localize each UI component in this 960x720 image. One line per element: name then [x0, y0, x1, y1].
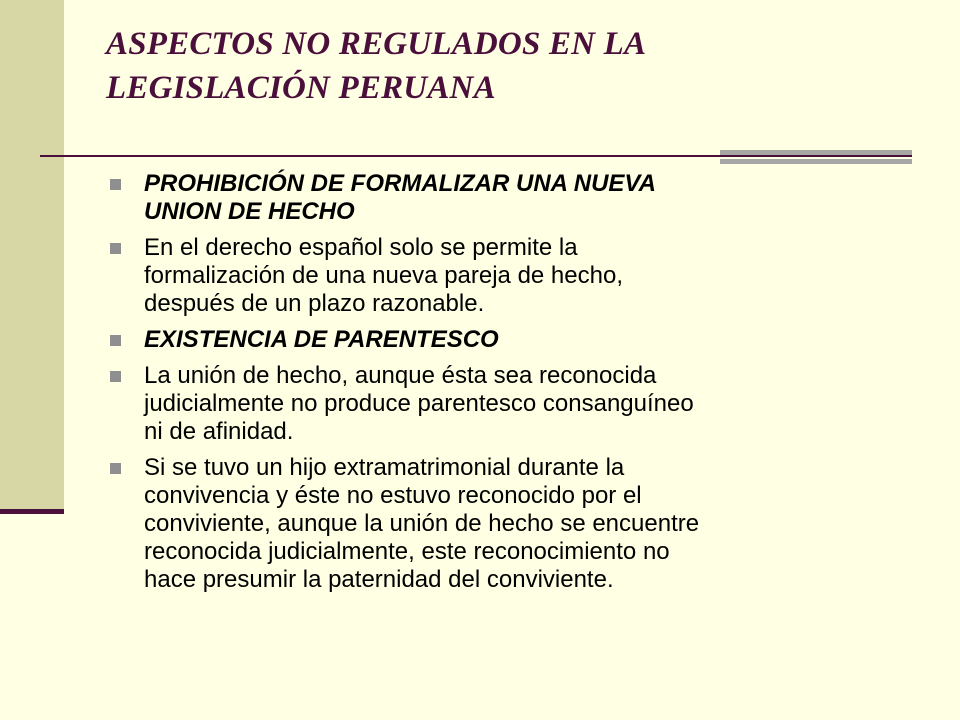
- bullet-text-line: La unión de hecho, aunque ésta sea reconocida: [144, 362, 657, 389]
- bullet-text-line: Si se tuvo un hijo extramatrimonial durante la: [144, 454, 625, 481]
- square-bullet-icon: [110, 335, 121, 346]
- bullet-text-line: EXISTENCIA DE PARENTESCO: [144, 326, 499, 353]
- bullet-text-line: judicialmente no produce parentesco consanguíneo: [144, 390, 694, 417]
- bullet-text-line: conviviente, aunque la unión de hecho se encuentre: [144, 510, 700, 537]
- slide-title: [106, 22, 926, 110]
- bullet-item-heading-prohibicion: [110, 170, 910, 226]
- title-line-2: LEGISLACIÓN PERUANA: [106, 70, 496, 106]
- side-accent-bar: [0, 0, 64, 510]
- bullet-item-heading-parentesco: [110, 326, 910, 354]
- bullet-list: [110, 170, 910, 602]
- bullet-text-line: En el derecho español solo se permite la: [144, 234, 578, 261]
- bullet-text-line: PROHIBICIÓN DE FORMALIZAR UNA NUEVA: [144, 170, 656, 197]
- bullet-text-line: reconocida judicialmente, este reconocimiento no: [144, 538, 670, 565]
- bullet-text-line: hace presumir la paternidad del conviviente.: [144, 566, 614, 593]
- title-divider-double-accent: [720, 150, 912, 164]
- side-accent-underline: [0, 509, 64, 514]
- bullet-text-line: convivencia y éste no estuvo reconocido por el: [144, 482, 642, 509]
- bullet-item-derecho-espanol: [110, 234, 910, 318]
- title-line-1: ASPECTOS NO REGULADOS EN LA: [106, 26, 647, 62]
- square-bullet-icon: [110, 463, 121, 474]
- square-bullet-icon: [110, 179, 121, 190]
- bullet-item-hijo-extramatrimonial: [110, 454, 910, 594]
- bullet-text-line: ni de afinidad.: [144, 418, 294, 445]
- bullet-text-line: formalización de una nueva pareja de hecho,: [144, 262, 623, 289]
- bullet-text-line: UNION DE HECHO: [144, 198, 355, 225]
- square-bullet-icon: [110, 371, 121, 382]
- bullet-text-line: después de un plazo razonable.: [144, 290, 485, 317]
- square-bullet-icon: [110, 243, 121, 254]
- bullet-item-union-de-hecho: [110, 362, 910, 446]
